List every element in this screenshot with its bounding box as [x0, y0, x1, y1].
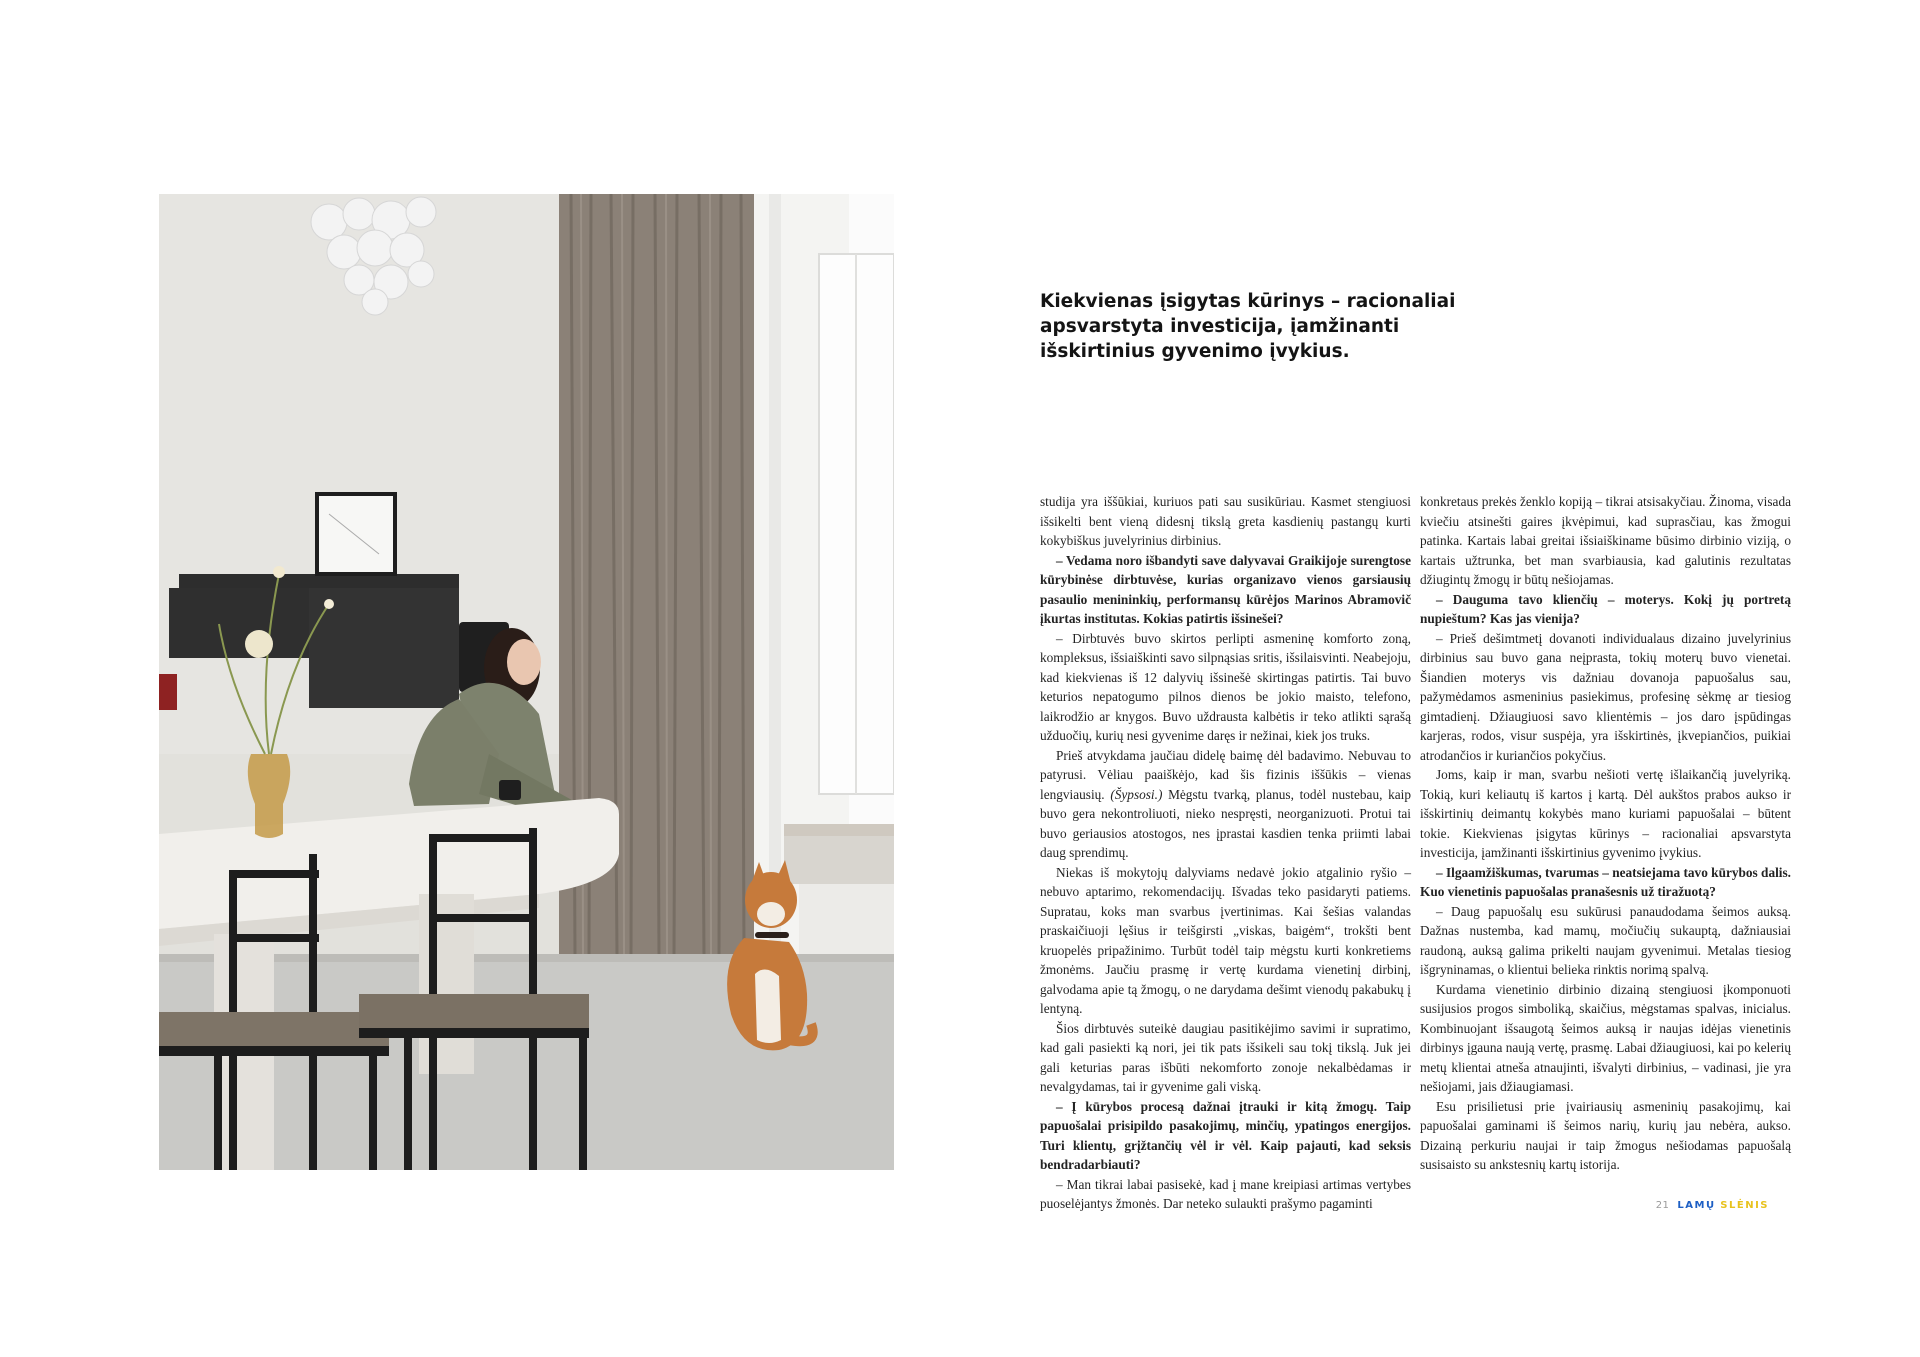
article-column-left — [1040, 492, 1411, 1214]
interview-question: – Vedama noro išbandyti save dalyvavai Graikijoje surengtose kūrybinėse dirbtuvėse, kurias organizavo vienos garsiausių pasaulio menininkių, performansų kūrėjos Marinos Abramovič įkurtas institutas. Kokias patirtis išsinešei? — [1040, 552, 1411, 626]
paragraph: – Dirbtuvės buvo skirtos perlipti asmeninę komforto zoną, kompleksus, išsiaiškinti savo silpnąsias sritis, išsilaisvinti. Neabejoju, kad kiekvienas iš 12 dalyvių išsinešė skirtingas patirtis. Tai buvo keturios nepatogumo pilnos dienos be jokio maisto, telefono, laikrodžio ar knygos. Buvo uždrausta kalbėtis ir teko atlikti sąrašą užduočių, kurių nesi gyvenime daręs ir nežinai, kiek jos truks. — [1040, 630, 1411, 743]
pull-quote: Kiekvienas įsigytas kūrinys – racionaliai apsvarstyta investicija, įamžinanti išskirtinius gyvenimo įvykius. — [1040, 291, 1456, 362]
interview-question: – Ilgaamžiškumas, tvarumas – neatsiejama tavo kūrybos dalis. Kuo vienetinis papuošalas pranašesnis už tiražuotą? — [1420, 864, 1791, 899]
paragraph: Joms, kaip ir man, svarbu nešioti vertę išlaikančią juvelyriką. Tokią, kuri keliautų iš kartos į kartą. Dėl aukštos prabos aukso ir išskirtinių deimantų kokybės mano kuriami papuošalai – būtent tokie. Kiekvienas įsigytas kūrinys – racionaliai apsvarstyta investicija, įamžinanti išskirtinius gyvenimo įvykius. — [1420, 767, 1791, 860]
article-column-right — [1420, 492, 1791, 1175]
interview-question: – Į kūrybos procesą dažnai įtrauki ir kitą žmogų. Taip papuošalai prisipildo pasakojimų, minčių, ypatingos energijos. Turi klientų, grįžtančių vėl ir vėl. Kaip pajauti, kad seksis bendradarbiauti? — [1040, 1098, 1411, 1172]
paragraph-text: Mėgstu tvarką, planus, todėl nustebau, kaip buvo gera nekontroliuoti, nieko nespręsti, neorganizuoti. Protui tai buvo geriausios atostogos, nes įprastai kasdien tenka priimti labai daug sprendimų. — [1040, 786, 1412, 860]
paragraph: – Daug papuošalų esu sukūrusi panaudodama šeimos auksą. Dažnas nustemba, kad mamų, močiučių sukauptą, dažniausiai raudoną, auksą galima prikelti naujam gyvenimui. Metalas tiesiog išgryninamas, o klientui belieka rinktis norimą spalvą. — [1420, 903, 1791, 977]
paragraph: studija yra iššūkiai, kuriuos pati sau susikūriau. Kasmet stengiuosi išsikelti bent vieną didesnį tikslą greta kasdienių pastangų kurti kokybiškus juvelyrinius dirbinius. — [1040, 494, 1411, 548]
interior-photo — [159, 194, 894, 1170]
paragraph: – Man tikrai labai pasisekė, kad į mane kreipiasi artimas vertybes puoselėjantys žmonės. Dar neteko sulaukti prašymo pagaminti — [1040, 1176, 1411, 1211]
paragraph: Kurdama vienetinio dirbinio dizainą stengiuosi įkomponuoti susijusios progos simboliką, skaičius, mėgstamas spalvas, inicialus. Kombinuojant išsaugotą šeimos auksą ir naujas idėjas vienetinis dirbinys įgauna naują vertę, prasmę. Labai džiaugiuosi, kai po kelerių metų klientai atneša atnaujinti, išvalyti dirbinius, – vadinasi, jie yra nešiojami, jais džiaugiamasi. — [1420, 981, 1791, 1094]
page-footer — [1656, 1200, 1769, 1211]
page-number: 21 — [1655, 1200, 1670, 1211]
magazine-title-word2: SLĖNIS — [1720, 1200, 1769, 1211]
magazine-title-word1: LAMŲ — [1677, 1200, 1716, 1211]
paragraph: – Prieš dešimtmetį dovanoti individualaus dizaino juvelyrinius dirbinius sau buvo gana neįprasta, tokių moterų buvo vienetai. Šiandien moterys vis dažniau dovanoja papuošalus sau, pažymėdamos asmeninius pasiekimus, profesinę sėkmę ar tiesiog gimtadienį. Džiaugiuosi savo klientėmis – jos daro įspūdingas karjeras, rodos, visur suspėja, yra išskirtinės, įkvepiančios, puikiai atrodančios ir kuriančios pokyčius. — [1420, 630, 1791, 763]
paragraph: Esu prisilietusi prie įvairiausių asmeninių pasakojimų, kai papuošalai gaminami iš šeimos narių, kurių jau nebėra, aukso. Dizainą perkuriu naujai ir taip žmogus nešiodamas papuošalą susisaisto su ankstesnių kartų istorija. — [1420, 1098, 1791, 1172]
paragraph: Šios dirbtuvės suteikė daugiau pasitikėjimo savimi ir supratimo, kad gali pasiekti ką nori, jei tik pats išsikeli sau tokį tikslą. Juk jei gali keturias paras išbūti nekomforto zonoje nekalbėdamas ir nevalgydamas, tai ir gyvenime gali viską. — [1040, 1020, 1411, 1094]
interview-question: – Dauguma tavo klienčių – moterys. Kokį jų portretą nupieštum? Kas jas vienija? — [1420, 591, 1791, 626]
stage-direction: (Šypsosi.) — [1110, 786, 1163, 802]
paragraph-text: Prieš atvykdama jaučiau didelę baimę dėl badavimo. Nebuvau to patyrusi. Vėliau paaiškėjo, kad šis fizinis iššūkis – vienas lengviausių. — [1040, 747, 1411, 802]
paragraph — [1040, 746, 1411, 863]
magazine-title — [1677, 1200, 1769, 1211]
paragraph: konkretaus prekės ženklo kopiją – tikrai atsisakyčiau. Žinoma, visada kviečiu atsinešti gaires įkvėpimui, kad suprasčiau, kas žmogui patinka. Kartais labai greitai išsiaiškiname būsimo dirbinio viziją, o kartais užtrunka, bet man svarbiausia, kad galutinis rezultatas džiugintų žmogų ir būtų nešiojamas. — [1420, 494, 1791, 587]
paragraph: Niekas iš mokytojų dalyviams nedavė jokio atgalinio ryšio – nebuvo aptarimo, rekomendacijų. Išvadas teko pasidaryti patiems. Supratau, koks man svarbus įvertinimas. Kai šešias valandas praskaičiuoji lęšius ir teišgirsti „viskas, baigėm“, trokšti bent kruopelės pripažinimo. Turbūt todėl taip mėgstu kurti konkretiems žmonėms. Jaučiu prasmę ir vertę kurdama vienetinį dirbinį, galvodama apie tą žmogų, o ne darydama dešimt vienodų pakabukų į lentyną. — [1040, 864, 1411, 1016]
